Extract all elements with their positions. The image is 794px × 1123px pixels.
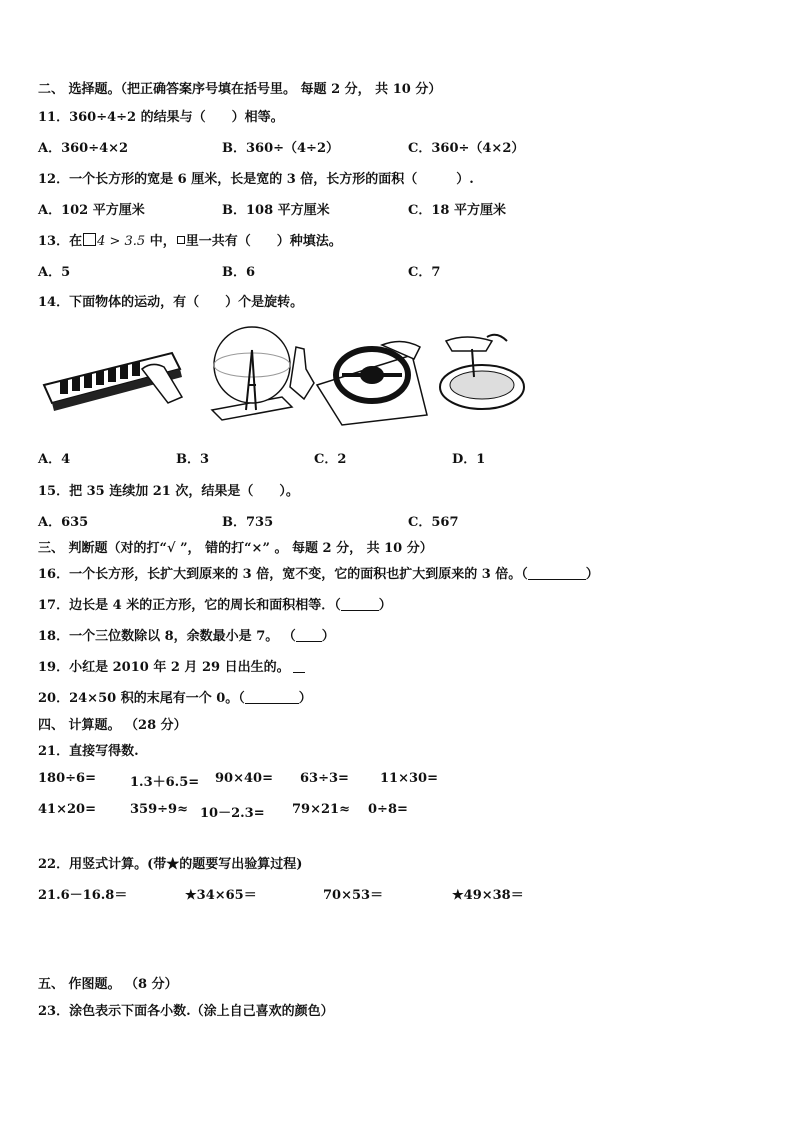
- q15-option-a: A．635: [38, 515, 89, 530]
- small-box-icon: [177, 236, 185, 244]
- q12-option-c: C．18 平方厘米: [408, 203, 506, 218]
- q16-close: ）: [585, 567, 599, 582]
- q19-text: 19．小红是 2010 年 2 月 29 日出生的。: [38, 660, 290, 675]
- q22-item: ★34×65＝: [185, 888, 257, 903]
- q18-stem: [38, 625, 335, 644]
- q22-item: 21.6－16.8＝: [38, 888, 128, 903]
- q11-option-c: C．360÷（4×2）: [408, 141, 525, 156]
- q14-option-d: D．1: [452, 452, 486, 467]
- q20-answer-blank[interactable]: [245, 691, 299, 704]
- q21-item: 41×20=: [38, 802, 96, 817]
- q16-answer-blank[interactable]: [528, 567, 586, 580]
- q18-answer-blank[interactable]: [296, 629, 322, 642]
- q20-close: ）: [298, 691, 312, 706]
- q20-stem: [38, 687, 312, 706]
- q13-pre: 13．在: [38, 234, 83, 249]
- steering-wheel-icon: [317, 341, 427, 425]
- section5-title: 五、 作图题。 （8 分）: [38, 977, 178, 992]
- q12-stem: 12．一个长方形的宽是 6 厘米，长是宽的 3 倍，长方形的面积（ ）.: [38, 172, 474, 187]
- q22-item: 70×53＝: [323, 888, 384, 903]
- q18-text: 18．一个三位数除以 8，余数最小是 7。 （: [38, 629, 296, 644]
- q21-item: 11×30=: [380, 771, 438, 786]
- q16-stem: [38, 563, 599, 582]
- q21-stem: 21．直接写得数.: [38, 744, 139, 759]
- q13-option-c: C．7: [408, 265, 441, 280]
- q14-option-c: C．2: [314, 452, 347, 467]
- q13-post: 里一共有（ ）种填法。: [185, 234, 342, 249]
- q17-close: ）: [378, 598, 392, 613]
- q21-item: 180÷6=: [38, 771, 96, 786]
- q21-item: 90×40=: [215, 771, 273, 786]
- section4-title: 四、 计算题。 （28 分）: [38, 718, 187, 733]
- q17-stem: [38, 594, 392, 613]
- q21-item: 0÷8=: [368, 802, 408, 817]
- q12-option-a: A．102 平方厘米: [38, 203, 145, 218]
- q21-item: 1.3＋6.5=: [130, 775, 200, 790]
- q15-stem: 15．把 35 连续加 21 次，结果是（ ）。: [38, 484, 299, 499]
- q14-motion-illustration: [42, 325, 532, 430]
- q19-stem: [38, 656, 305, 675]
- section2-title: 二、 选择题。（把正确答案序号填在括号里。 每题 2 分， 共 10 分）: [38, 82, 442, 97]
- q19-answer-blank[interactable]: [293, 660, 305, 673]
- q12-option-b: B．108 平方厘米: [222, 203, 330, 218]
- q17-answer-blank[interactable]: [341, 598, 379, 611]
- q15-option-b: B．735: [222, 515, 274, 530]
- q21-item: 63÷3=: [300, 771, 349, 786]
- q13-stem: [38, 230, 342, 249]
- section3-title: 三、 判断题（对的打“√ ”， 错的打“×” 。 每题 2 分， 共 10 分）: [38, 541, 433, 556]
- q21-item: 10－2.3=: [200, 806, 265, 821]
- q18-close: ）: [321, 629, 335, 644]
- abacus-icon: [44, 353, 182, 411]
- q16-text: 16．一个长方形，长扩大到原来的 3 倍，宽不变，它的面积也扩大到原来的 3 倍。（: [38, 567, 528, 582]
- q20-text: 20．24×50 积的末尾有一个 0。（: [38, 691, 245, 706]
- q14-stem: 14．下面物体的运动，有（ ）个是旋转。: [38, 295, 304, 310]
- globe-icon: [212, 327, 314, 420]
- blank-box-icon: [83, 233, 96, 246]
- q22-stem: 22．用竖式计算。(带★的题要写出验算过程): [38, 857, 303, 872]
- q11-stem: 11．360÷4÷2 的结果与（ ）相等。: [38, 110, 284, 125]
- q11-option-b: B．360÷（4÷2）: [222, 141, 340, 156]
- q22-item: ★49×38＝: [452, 888, 524, 903]
- q13-expression: 4 > 3.5: [97, 234, 146, 249]
- q13-option-a: A．5: [38, 265, 71, 280]
- q15-option-c: C．567: [408, 515, 459, 530]
- q14-option-b: B．3: [176, 452, 210, 467]
- q13-option-b: B．6: [222, 265, 256, 280]
- q23-stem: 23．涂色表示下面各小数.（涂上自己喜欢的颜色）: [38, 1004, 334, 1019]
- q13-mid: 中，: [145, 234, 176, 249]
- q21-item: 79×21≈: [292, 802, 350, 817]
- q14-option-a: A．4: [38, 452, 71, 467]
- q17-text: 17．边长是 4 米的正方形，它的周长和面积相等．（: [38, 598, 341, 613]
- faucet-sink-icon: [440, 335, 524, 409]
- q21-item: 359÷9≈: [130, 802, 188, 817]
- q11-option-a: A．360÷4×2: [38, 141, 129, 156]
